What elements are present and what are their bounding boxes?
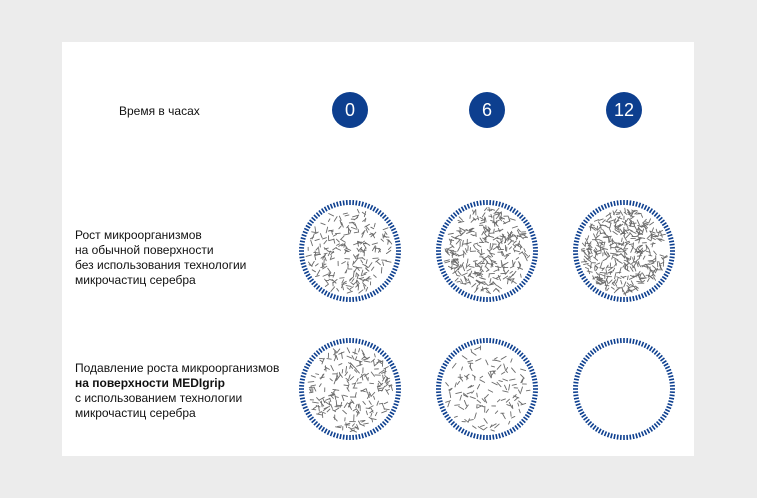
- petri-dish-graphic: [297, 198, 403, 304]
- row2-line: микрочастиц серебра: [75, 406, 196, 420]
- petri-dish-row2-0h: [297, 336, 403, 442]
- time-axis-label: Время в часах: [119, 104, 200, 118]
- row2-description: [75, 361, 279, 421]
- petri-dish-row2-6h: [434, 336, 540, 442]
- row1-line: микрочастиц серебра: [75, 273, 196, 287]
- petri-dish-row1-0h: [297, 198, 403, 304]
- petri-dish-graphic: [434, 336, 540, 442]
- hour-badge-12: 12: [606, 92, 642, 128]
- infographic-card: [62, 42, 694, 456]
- microbe-colony: [444, 207, 529, 293]
- row2-line: с использованием технологии: [75, 391, 243, 405]
- petri-dish-graphic: [571, 336, 677, 442]
- hour-badge-6: 6: [469, 92, 505, 128]
- hour-badge-0: 0: [332, 92, 368, 128]
- microbe-colony: [446, 346, 530, 431]
- microbe-colony: [308, 348, 392, 432]
- petri-dish-graphic: [434, 198, 540, 304]
- microbe-colony: [306, 209, 392, 293]
- row2-line-bold: на поверхности MEDIgrip: [75, 376, 225, 390]
- petri-dish-graphic: [571, 198, 677, 304]
- row1-line: Рост микроорганизмов: [75, 228, 202, 242]
- row1-description: [75, 228, 246, 288]
- petri-dish-row1-12h: [571, 198, 677, 304]
- row1-line: без использования технологии: [75, 258, 247, 272]
- microbe-colony: [581, 208, 667, 295]
- petri-dish-graphic: [297, 336, 403, 442]
- dish-ring: [573, 338, 675, 440]
- petri-dish-row2-12h: [571, 336, 677, 442]
- petri-dish-row1-6h: [434, 198, 540, 304]
- row1-line: на обычной поверхности: [75, 243, 214, 257]
- dish-ring: [299, 200, 401, 302]
- row2-line: Подавление роста микроорганизмов: [75, 361, 280, 375]
